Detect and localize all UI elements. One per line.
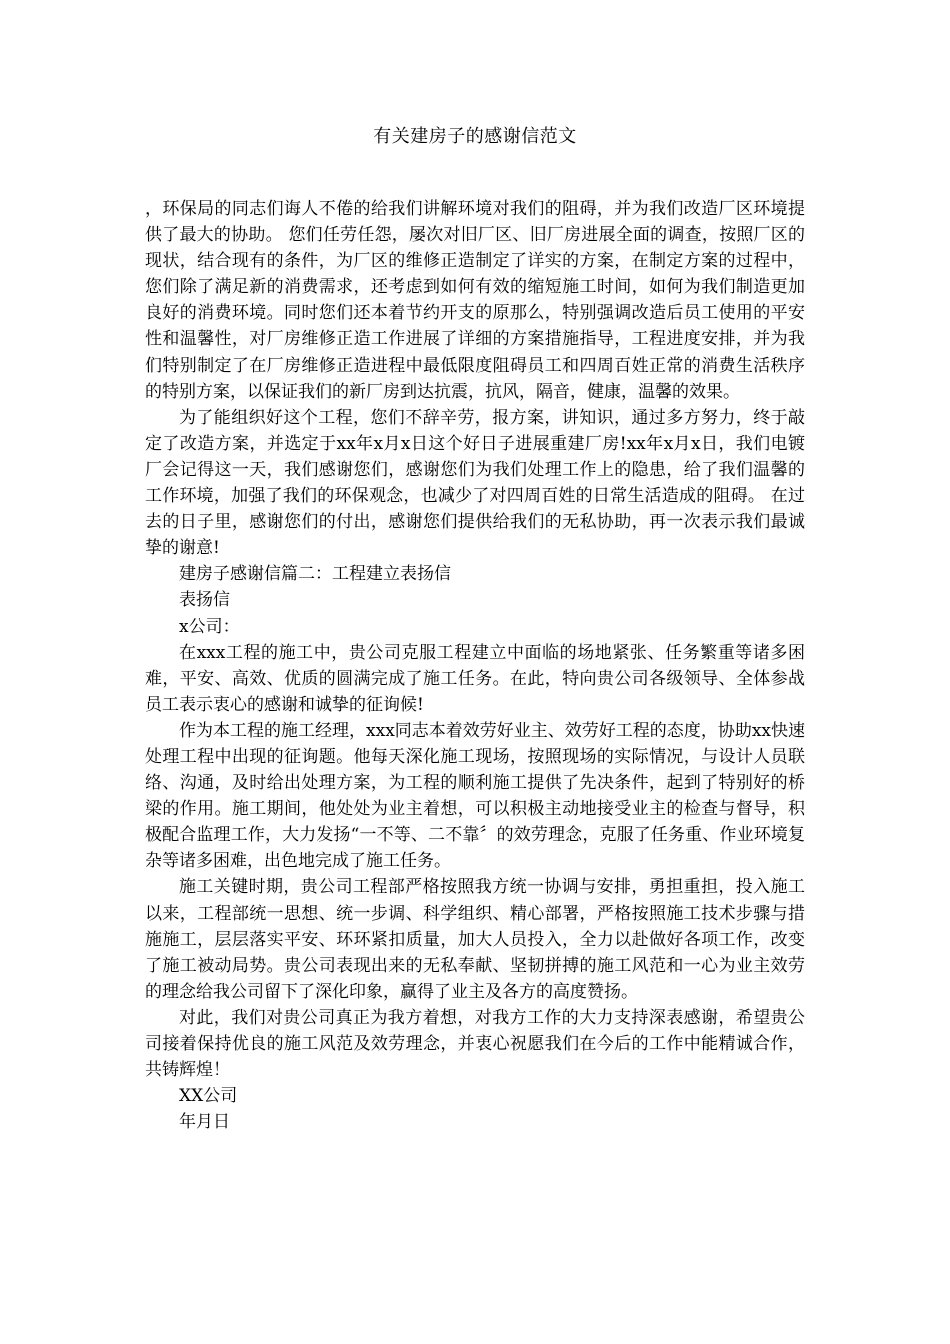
document-title: 有关建房子的感谢信范文 — [373, 126, 577, 147]
letter-title: 表扬信 — [179, 590, 230, 611]
signature-company: XX公司 — [179, 1086, 238, 1107]
paragraph-project-manager: 作为本工程的施工经理，xxx同志本着效劳好业主、效劳好工程的态度，协助xx快速处理工程中出现的征询题。他每天深化施工现场，按照现场的实际情况，与设计人员联络、沟通，及时给出处理方案，为工程的顺利施工提供了先决条件，起到了特别好的桥梁的作用。施工期间，他处处为业主着想，可以积极主动地接受业主的检查与督导，积极配合监理工作，大力发扬“一不等、二不靠〞的效劳理念，克服了任务重、作业环境复杂等诸多困难，出色地完成了施工任务。 — [145, 720, 805, 872]
section-heading-letter-two: 建房子感谢信篇二：工程建立表扬信 — [179, 564, 451, 585]
signature-date: 年月日 — [179, 1112, 230, 1133]
document-body — [145, 196, 805, 1135]
paragraph-closing-thanks: 对此，我们对贵公司真正为我方着想，对我方工作的大力支持深表感谢，希望贵公司接着保持优良的施工风范及效劳理念，并衷心祝愿我们在今后的工作中能精诚合作，共铸辉煌！ — [145, 1007, 805, 1081]
paragraph-environment-help: ，环保局的同志们诲人不倦的给我们讲解环境对我们的阻碍，并为我们改造厂区环境提供了最大的协助。 您们任劳任怨，屡次对旧厂区、旧厂房进展全面的调查，按照厂区的现状，结合现有的条件，为厂区的维修正造制定了详实的方案，在制定方案的过程中，您们除了满足新的消费需求，还考虑到如何有效的缩短施工时间，如何为我们制造更加良好的消费环境。同时您们还本着节约开支的原那么，特别强调改造后员工使用的平安性和温馨性，对厂房维修正造工作进展了详细的方案措施指导，工程进度安排，并为我们特别制定了在厂房维修正造进程中最低限度阻碍员工和四周百姓正常的消费生活秩序的特别方案，以保证我们的新厂房到达抗震，抗风，隔音，健康，温馨的效果。 — [145, 199, 805, 402]
paragraph-construction-completed: 在xxx工程的施工中，贵公司克服工程建立中面临的场地紧张、任务繁重等诸多困难，平安、高效、优质的圆满完成了施工任务。在此，特向贵公司各级领导、全体参战员工表示衷心的感谢和诚挚的征询候! — [145, 642, 805, 715]
paragraph-critical-period: 施工关键时期，贵公司工程部严格按照我方统一协调与安排，勇担重担，投入施工以来，工程部统一思想、统一步调、科学组织、精心部署，严格按照施工技术步骤与措施施工，层层落实平安、环环紧扣质量，加大人员投入，全力以赴做好各项工作，改变了施工被动局势。贵公司表现出来的无私奉献、坚韧拼搏的施工风范和一心为业主效劳的理念给我公司留下了深化印象，赢得了业主及各方的高度赞扬。 — [145, 877, 805, 1002]
letter-salutation: x公司： — [179, 616, 240, 637]
paragraph-project-organization: 为了能组织好这个工程，您们不辞辛劳，报方案，讲知识，通过多方努力，终于敲定了改造方案，并选定于xx年x月x日这个好日子进展重建厂房!xx年x月x日，我们电镀厂会记得这一天，我们感谢您们，感谢您们为我们处理工作上的隐患，给了我们温馨的工作环境，加强了我们的环保观念，也减少了对四周百姓的日常生活造成的阻碍。 在过去的日子里，感谢您们的付出，感谢您们提供给我们的无私协助，再一次表示我们最诚挚的谢意! — [145, 407, 805, 559]
